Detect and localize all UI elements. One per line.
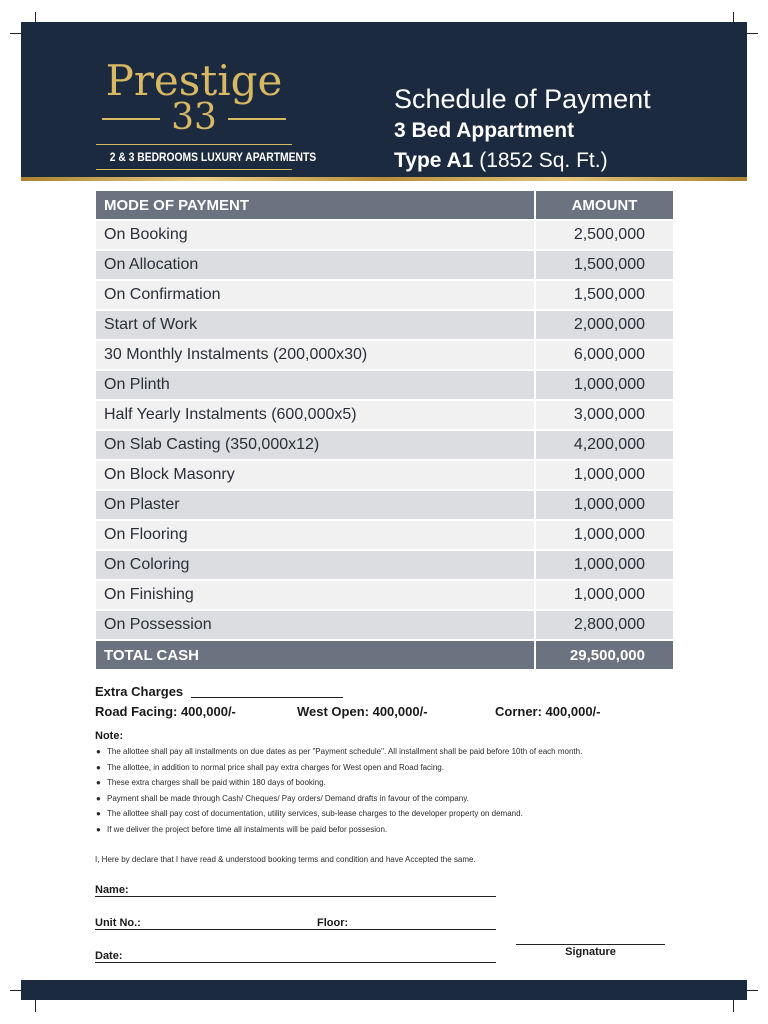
table-row (96, 581, 673, 609)
signature-label: Signature (565, 946, 616, 958)
payment-mode: On Block Masonry (96, 461, 534, 489)
type-area: (1852 Sq. Ft.) (479, 149, 608, 172)
payment-mode: On Slab Casting (350,000x12) (96, 431, 534, 459)
payment-amount: 1,000,000 (536, 581, 673, 609)
notes-title: Note: (95, 730, 124, 742)
payment-amount: 4,200,000 (536, 431, 673, 459)
footer-band (21, 980, 747, 1000)
crop-mark (35, 998, 36, 1012)
name-field-line[interactable] (95, 896, 496, 897)
table-total-row (96, 641, 673, 669)
bullet-icon: ● (96, 793, 101, 803)
table-row (96, 251, 673, 279)
bullet-icon: ● (96, 824, 101, 834)
table-row (96, 491, 673, 519)
extra-charges-line (191, 697, 343, 698)
note-text: The allottee shall pay cost of documentation, utility services, sub-lease charges to the developer property on demand. (107, 809, 523, 818)
payment-amount: 2,000,000 (536, 311, 673, 339)
type-code: Type A1 (394, 149, 474, 172)
logo-wordmark: Prestige (105, 56, 283, 105)
logo-rule-under (96, 169, 292, 170)
note-text: Payment shall be made through Cash/ Cheques/ Pay orders/ Demand drafts in favour of the company. (107, 793, 469, 803)
logo-tagline: 2 & 3 BEDROOMS LUXURY APARTMENTS (109, 150, 317, 164)
payment-amount: 2,500,000 (536, 221, 673, 249)
payment-mode: 30 Monthly Instalments (200,000x30) (96, 341, 534, 369)
road-facing-charge: Road Facing: 400,000/- (95, 704, 236, 719)
table-row (96, 221, 673, 249)
payment-mode: On Confirmation (96, 281, 534, 309)
payment-amount: 1,500,000 (536, 251, 673, 279)
logo-rule-right (228, 118, 286, 120)
note-item (95, 825, 665, 835)
west-open-charge: West Open: 400,000/- (297, 704, 428, 719)
apartment-title: 3 Bed Appartment (394, 119, 575, 142)
payment-mode: On Plaster (96, 491, 534, 519)
table-row (96, 521, 673, 549)
payment-mode: Half Yearly Instalments (600,000x5) (96, 401, 534, 429)
note-text: These extra charges shall be paid within 180 days of booking. (107, 778, 326, 787)
bullet-icon: ● (96, 762, 101, 772)
note-item (95, 809, 665, 819)
payment-mode: On Coloring (96, 551, 534, 579)
payment-amount: 1,000,000 (536, 551, 673, 579)
total-amount: 29,500,000 (536, 641, 673, 669)
payment-amount: 6,000,000 (536, 341, 673, 369)
payment-amount: 3,000,000 (536, 401, 673, 429)
corner-charge: Corner: 400,000/- (495, 704, 601, 719)
note-item (95, 778, 665, 788)
extra-charges-label: Extra Charges (95, 684, 184, 699)
table-row (96, 431, 673, 459)
unit-label: Unit No.: (95, 917, 141, 929)
table-row (96, 551, 673, 579)
brand-logo (96, 56, 317, 176)
unit-field-line[interactable] (95, 929, 496, 930)
note-text: If we deliver the project before time all instalments will be paid befor possesion. (107, 824, 388, 834)
title-block (394, 82, 651, 176)
payment-amount: 1,500,000 (536, 281, 673, 309)
bullet-icon: ● (96, 747, 101, 756)
table-row (96, 401, 673, 429)
bullet-icon: ● (96, 809, 101, 818)
floor-label: Floor: (317, 917, 349, 929)
payment-mode: On Plinth (96, 371, 534, 399)
apartment-type (394, 146, 651, 176)
note-item (95, 763, 665, 773)
payment-mode: On Booking (96, 221, 534, 249)
payment-amount: 1,000,000 (536, 461, 673, 489)
total-label: TOTAL CASH (96, 641, 534, 669)
gold-divider (21, 177, 747, 181)
date-field-line[interactable] (95, 962, 496, 963)
logo-number: 33 (171, 97, 217, 138)
payment-amount: 2,800,000 (536, 611, 673, 639)
date-label: Date: (95, 950, 123, 962)
payment-mode: On Finishing (96, 581, 534, 609)
name-label: Name: (95, 884, 129, 896)
note-item (95, 747, 665, 757)
note-text: The allottee shall pay all installments on due dates as per "Payment schedule". All installment shall be paid before 10th of each month. (107, 747, 583, 756)
column-header-amount: AMOUNT (536, 191, 673, 219)
declaration-text: I, Here by declare that I have read & understood booking terms and condition and have Accepted the same. (95, 855, 476, 864)
payment-table (96, 191, 673, 671)
page-title: Schedule of Payment (394, 84, 651, 114)
notes-list (95, 747, 665, 840)
bullet-icon: ● (96, 778, 101, 787)
column-header-mode: MODE OF PAYMENT (96, 191, 534, 219)
payment-amount: 1,000,000 (536, 521, 673, 549)
payment-mode: On Possession (96, 611, 534, 639)
payment-mode: On Flooring (96, 521, 534, 549)
logo-rule-bottom (96, 144, 292, 145)
table-row (96, 611, 673, 639)
table-row (96, 371, 673, 399)
payment-mode: Start of Work (96, 311, 534, 339)
payment-amount: 1,000,000 (536, 491, 673, 519)
table-row (96, 461, 673, 489)
note-text: The allottee, in addition to normal price shall pay extra charges for West open and Road facing. (107, 762, 444, 772)
crop-mark (733, 998, 734, 1012)
signature-line[interactable] (516, 944, 665, 945)
table-header-row (96, 191, 673, 219)
table-row (96, 341, 673, 369)
table-row (96, 281, 673, 309)
payment-amount: 1,000,000 (536, 371, 673, 399)
payment-mode: On Allocation (96, 251, 534, 279)
note-item (95, 794, 665, 804)
table-row (96, 311, 673, 339)
